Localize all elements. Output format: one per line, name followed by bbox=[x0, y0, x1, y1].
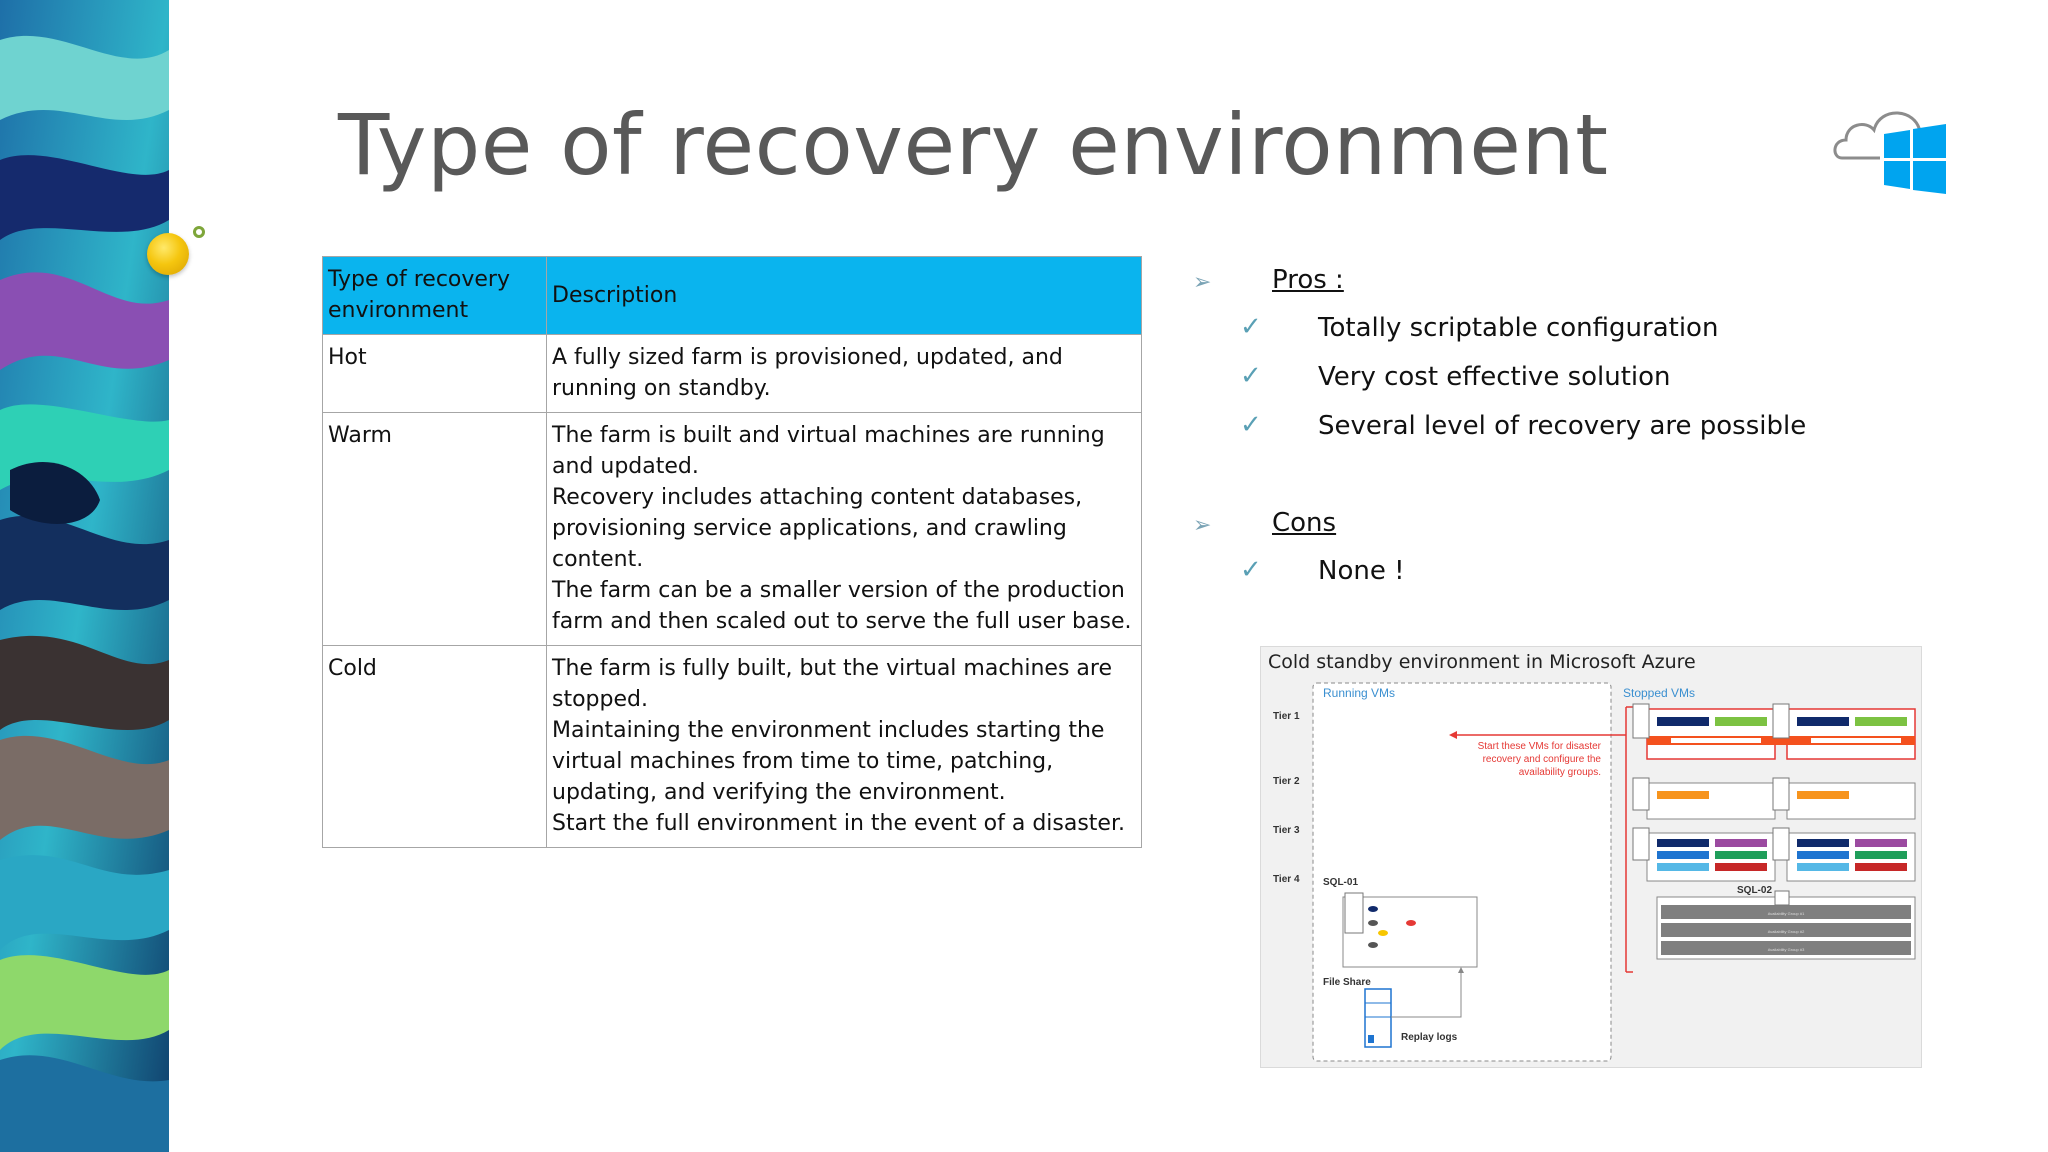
tier-label: Tier 2 bbox=[1273, 776, 1300, 787]
description-line: Start the full environment in the event of a disaster. bbox=[552, 811, 1125, 836]
check-bullet-icon: ✓ bbox=[1240, 410, 1262, 440]
table-row-cold bbox=[323, 646, 1142, 848]
table-row-hot bbox=[323, 335, 1142, 413]
table-cell-description bbox=[547, 335, 1142, 413]
stopped-vms-label: Stopped VMs bbox=[1623, 686, 1696, 700]
sql01-label: SQL-01 bbox=[1323, 877, 1359, 888]
description-line: The farm is built and virtual machines are running and updated. bbox=[552, 423, 1105, 479]
annotation-line: recovery and configure the bbox=[1482, 754, 1601, 765]
arrow-bullet-icon: ➢ bbox=[1193, 513, 1212, 538]
sql02-label: SQL-02 bbox=[1737, 885, 1773, 896]
ag-label: Availability Group #1 bbox=[1767, 911, 1805, 916]
description-line: A fully sized farm is provisioned, updated, and running on standby. bbox=[552, 345, 1063, 401]
table-row-warm bbox=[323, 413, 1142, 646]
diagram-title: Cold standby environment in Microsoft Azure bbox=[1268, 651, 1696, 673]
file-share-label: File Share bbox=[1323, 977, 1371, 988]
cons-heading: Cons bbox=[1272, 508, 1337, 538]
cons-item: None ! bbox=[1318, 556, 1405, 586]
check-bullet-icon: ✓ bbox=[1240, 312, 1262, 342]
description-line: The farm is fully built, but the virtual machines are stopped. bbox=[552, 656, 1112, 712]
slide-title: Type of recovery environment bbox=[338, 96, 1609, 194]
annotation-line: availability groups. bbox=[1518, 767, 1601, 778]
table-cell-type: Cold bbox=[323, 646, 547, 848]
tier-label: Tier 1 bbox=[1273, 711, 1300, 722]
description-line: Recovery includes attaching content databases, provisioning service applications, and crawling content. bbox=[552, 485, 1083, 572]
pros-item: Very cost effective solution bbox=[1318, 362, 1671, 392]
decorative-abstract-strip bbox=[0, 0, 169, 1152]
pros-item: Totally scriptable configuration bbox=[1318, 313, 1719, 343]
recovery-types-table bbox=[322, 256, 1142, 848]
table-header-row bbox=[323, 257, 1142, 335]
running-vms-label: Running VMs bbox=[1323, 686, 1396, 700]
tier-label: Tier 4 bbox=[1273, 874, 1300, 885]
ag-label: Availability Group #2 bbox=[1767, 929, 1805, 934]
ag-label: Availability Group #3 bbox=[1767, 947, 1805, 952]
pros-heading: Pros : bbox=[1272, 265, 1344, 295]
pros-item: Several level of recovery are possible bbox=[1318, 411, 1807, 441]
description-line: The farm can be a smaller version of the production farm and then scaled out to serve the full user base. bbox=[552, 578, 1132, 634]
table-cell-type: Warm bbox=[323, 413, 547, 646]
table-header-description: Description bbox=[547, 257, 1142, 335]
cold-standby-diagram bbox=[1260, 646, 1922, 1068]
table-cell-type: Hot bbox=[323, 335, 547, 413]
decorative-green-ring bbox=[193, 226, 205, 238]
tier-label: Tier 3 bbox=[1273, 825, 1300, 836]
table-cell-description bbox=[547, 413, 1142, 646]
decorative-yellow-dot bbox=[147, 233, 189, 275]
arrow-bullet-icon: ➢ bbox=[1193, 270, 1212, 295]
table-header-type: Type of recovery environment bbox=[323, 257, 547, 335]
table-cell-description bbox=[547, 646, 1142, 848]
windows-cloud-logo-icon bbox=[1830, 96, 1950, 196]
annotation-line: Start these VMs for disaster bbox=[1477, 741, 1601, 752]
description-line: Maintaining the environment includes starting the virtual machines from time to time, patching, updating, and verifying the environment. bbox=[552, 718, 1105, 805]
check-bullet-icon: ✓ bbox=[1240, 361, 1262, 391]
check-bullet-icon: ✓ bbox=[1240, 555, 1262, 585]
replay-logs-label: Replay logs bbox=[1401, 1032, 1458, 1043]
